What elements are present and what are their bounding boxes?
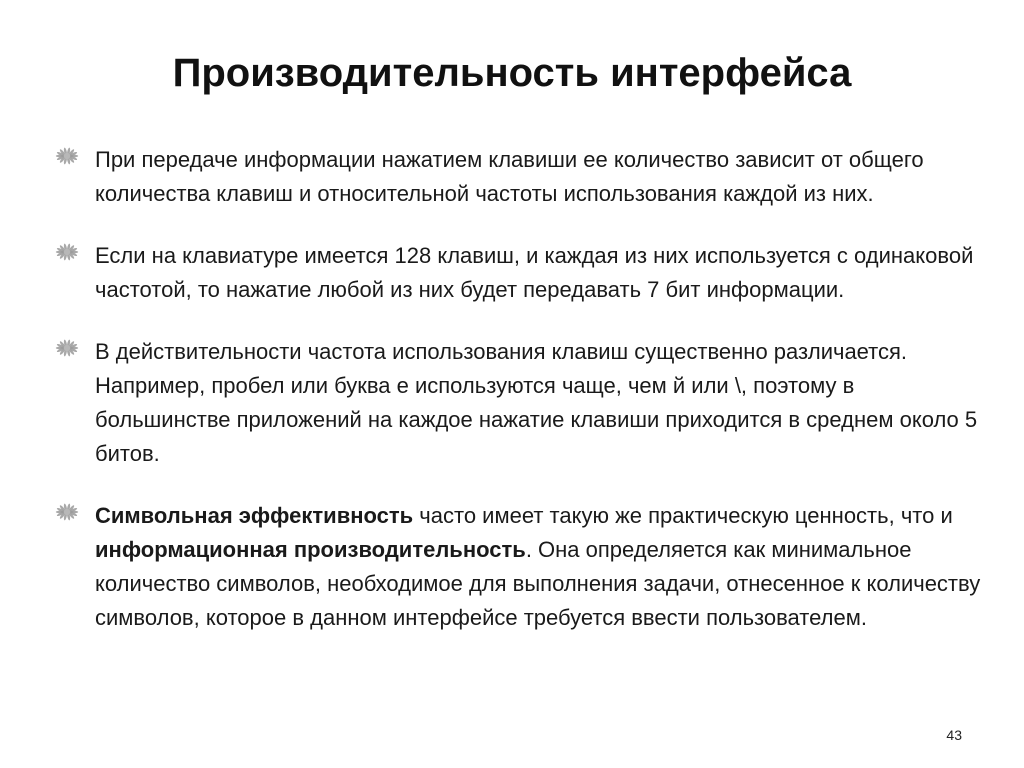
bullet-list <box>52 143 987 635</box>
gray-flower-icon <box>52 499 86 527</box>
bullet-text-middle: часто имеет такую же практическую ценность, что и <box>413 503 953 528</box>
bullet-text: При передаче информации нажатием клавиши ее количество зависит от общего количества клавиш и относительной частоты использования каждой из них. <box>95 147 924 206</box>
bullet-item-128-keys <box>52 239 987 307</box>
term-information-throughput: информационная производительность <box>95 537 526 562</box>
term-symbol-efficiency: Символьная эффективность <box>95 503 414 528</box>
slide-title: Производительность интерфейса <box>172 51 852 95</box>
bullet-item-key-frequency <box>52 335 987 471</box>
bullet-text-rest: . Она определяется как минимальное количество символов, необходимое для выполнения задачи, отнесенное к количеству символов, которое в данном интерфейсе требуется ввести пользователем. <box>95 537 981 630</box>
bullet-item-symbol-efficiency <box>52 499 987 635</box>
page-number: 43 <box>946 727 962 743</box>
bullet-text: Если на клавиатуре имеется 128 клавиш, и каждая из них используется с одинаковой частотой, то нажатие любой из них будет передавать 7 бит информации. <box>95 243 974 302</box>
gray-flower-icon <box>52 239 86 267</box>
bullet-item-keypress <box>52 143 987 211</box>
gray-flower-icon <box>52 335 86 363</box>
bullet-text: В действительности частота использования клавиш существенно различается. Например, пробел или буква е используются чаще, чем й или \, поэтому в большинстве приложений на каждое нажатие клавиши приходится в среднем около 5 битов. <box>95 339 978 466</box>
gray-flower-icon <box>52 143 86 171</box>
